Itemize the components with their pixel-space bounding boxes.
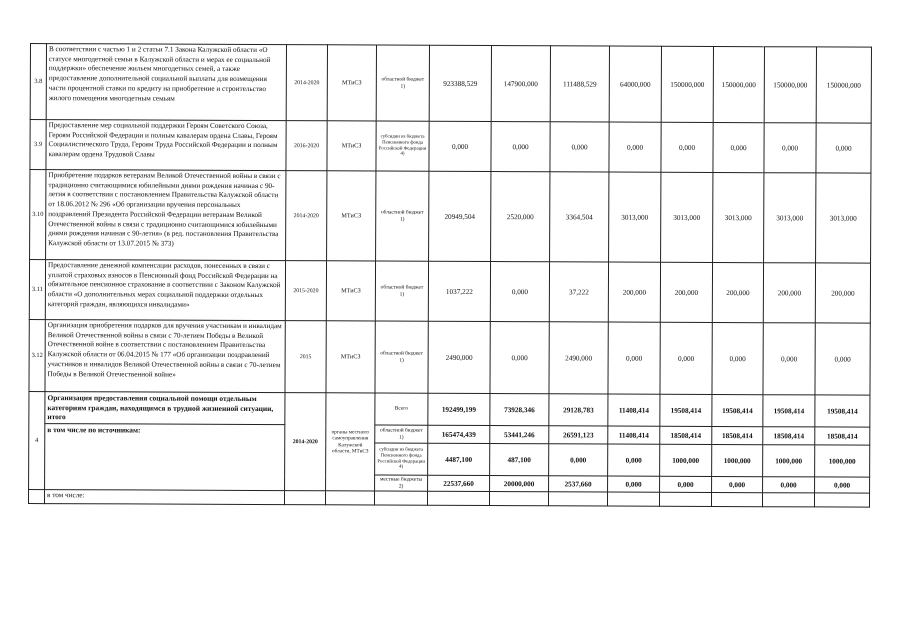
row-years: 2014-2020 [285,393,326,491]
value-2018: 3013,000 [713,172,764,262]
value-total: 20949,504 [429,171,491,261]
value-total: 0,000 [429,121,491,171]
row-description: Приобретение подарков ветеранам Великой Отечественной войны в связи с традиционно считающимися юбилейными днями рождения начиная с 90-летия в соответствии с постановлением Правительства Калужской области от 18.06.2012 № 296 «Об организации вручения персональных поздравлений Президента Российской Федерации ветеранам Великой Отечественной войны в связи с традиционно считающимися юбилейными днями рождения начиная с 90-летия» (в ред. постановления Правительства Калужской области от 13.07.2015 № 373) [46,170,286,261]
value-2017: 1000,000 [660,444,712,476]
value-total: 4487,100 [428,443,490,475]
row-description: Организация приобретения подарков для вручения участникам и инвалидам Великой Отечественной войны в связи с 70-летием Победы в Великой Отечественной войне в соответствии с постановлением Правительства Калужской области от 06.04.2015 № 177 «Об организации поздравлений участников и инвалидов Великой Отечественной войны в связи с 70-летием Победы в Великой Отечественной войне» [45,320,285,393]
value-2015: 29128,783 [549,394,608,426]
empty-cell [28,490,44,504]
row-executor: МТиСЗ [327,171,376,261]
value-total: 1037,222 [428,261,490,321]
document-page [28,43,872,508]
value-total: 192499,199 [428,393,490,425]
value-2019: 0,000 [763,477,815,493]
value-2020: 200,000 [815,263,870,323]
value-2014: 2520,000 [491,172,550,262]
value-2019: 0,000 [764,123,816,173]
table-row [30,170,871,264]
value-2014: 487,100 [490,444,549,476]
value-2016: 0,000 [608,322,660,394]
value-2018: 0,000 [713,122,764,172]
value-2014: 20000,000 [490,476,549,492]
value-2019: 18508,414 [763,427,815,445]
value-2016: 0,000 [609,122,661,172]
table-row [29,260,870,324]
value-2020: 19508,414 [815,395,870,427]
value-2015: 2490,000 [549,322,608,394]
empty-cell [762,493,814,507]
row-number: 4 [29,391,45,489]
section-4-total-row [29,391,870,427]
row-number: 3.11 [29,260,45,320]
value-2020: 3013,000 [816,173,871,263]
empty-cell [325,491,374,505]
value-2017: 150000,000 [661,46,713,122]
value-2015: 0,000 [550,122,609,172]
value-2019: 200,000 [763,263,815,323]
row-years: 2014-2020 [286,171,327,261]
row-years: 2016-2020 [286,121,327,171]
value-2017: 200,000 [660,262,712,322]
value-2018: 19508,414 [712,394,763,426]
value-2018: 200,000 [712,262,763,322]
empty-cell [427,492,489,506]
row-number: 3.12 [29,319,45,391]
value-2015: 3364,504 [550,172,609,262]
row-source: областной бюджет 1) [375,425,428,443]
value-2015: 0,000 [549,444,608,476]
value-2020: 1000,000 [815,445,870,477]
value-2015: 111488,529 [550,46,609,122]
section-4-regional-row [29,424,870,446]
row-executor: МТиСЗ [326,261,375,321]
row-executor: МТиСЗ [327,121,376,171]
value-2017: 3013,000 [661,172,713,262]
value-2018: 0,000 [712,477,763,493]
empty-cell [711,493,762,507]
row-number: 3.9 [30,120,46,170]
value-2016: 0,000 [608,476,660,492]
empty-cell [284,491,325,505]
empty-cell [489,492,548,506]
row-executor: МТиСЗ [327,45,376,121]
value-2016: 11408,414 [608,426,660,444]
table-row [30,120,871,174]
value-2020: 0,000 [815,477,870,493]
value-2016: 11408,414 [608,394,660,426]
value-2020: 150000,000 [816,47,871,123]
row-source: местные бюджеты 2) [375,475,428,491]
value-total: 923388,529 [429,45,491,121]
row-executor: МТиСЗ [326,321,375,393]
section-title: Организация предоставления социальной помощи отдельным категориям граждан, находящимся в трудной жизненной ситуации, итого [45,392,285,425]
row-number: 3.10 [30,170,46,260]
value-2018: 1000,000 [712,445,763,477]
value-2014: 0,000 [491,122,550,172]
row-source: субсидии из бюджета Пенсионного фонда Российской Федерации 4) [375,443,428,475]
row-source: областной бюджет 1) [376,171,429,261]
row-source: областной бюджет 1) [376,45,429,121]
value-2020: 0,000 [816,123,871,173]
value-2020: 0,000 [815,323,870,395]
value-2020: 18508,414 [815,427,870,445]
empty-cell [607,492,659,506]
value-2014: 53441,246 [490,426,549,444]
row-description: Предоставление мер социальной поддержки Героям Советского Союза, Героям Российской Федерации и полным кавалерам ордена Славы, Героям Социалистического Труда, Героям Труда Российской Федерации и полным кавалерам ордена Трудовой Славы [46,120,286,171]
row-source: субсидии из бюджета Пенсионного фонда Российской Федерации 4) [376,121,429,171]
row-description: В соответствии с частью 1 и 2 статьи 7.1 Закона Калужской области «О статусе многодетной семьи в Калужской области и мерах ее социальной поддержки» обеспечение жильем многодетных семей, а также предоставление дополнительной социальной выплаты для возмещения части процентной ставки по кредиту на приобретение и строительство жилого помещения многодетным семьям [46,44,286,121]
row-source: областной бюджет 1) [375,321,428,393]
row-source: областной бюджет 1) [375,261,428,321]
value-2016: 0,000 [608,444,660,476]
value-2017: 0,000 [661,122,713,172]
value-total: 165474,439 [428,425,490,443]
value-2014: 0,000 [490,262,549,322]
value-2017: 18508,414 [660,426,712,444]
value-2018: 18508,414 [712,427,763,445]
value-2019: 19508,414 [763,395,815,427]
footer-label: в том числе: [44,490,284,505]
value-2017: 0,000 [660,476,712,492]
value-2018: 150000,000 [713,46,764,122]
row-executor: органы местного самоуправления Калужской области, МТиСЗ [326,393,375,492]
row-years: 2014-2020 [286,45,327,121]
value-2017: 19508,414 [660,394,712,426]
empty-cell [814,493,869,507]
value-2014: 73928,346 [490,394,549,426]
table-row-footer [28,490,869,508]
value-2014: 0,000 [490,322,549,394]
value-2019: 1000,000 [763,445,815,477]
value-2015: 26591,123 [549,426,608,444]
value-2016: 64000,000 [609,46,661,122]
row-years: 2015-2020 [285,261,326,321]
table-row [29,319,870,395]
value-2014: 147900,000 [491,46,550,122]
value-total: 2490,000 [428,321,490,393]
program-table [28,43,872,508]
empty-cell [659,493,711,507]
empty-cell [548,492,607,506]
value-2015: 2537,660 [549,476,608,492]
value-2018: 0,000 [712,322,763,394]
value-2015: 37,222 [549,262,608,322]
value-2019: 150000,000 [764,47,816,123]
empty-cell [374,491,427,505]
row-source: Всего [375,393,428,425]
value-2017: 0,000 [660,322,712,394]
value-2016: 3013,000 [609,172,661,262]
value-2019: 3013,000 [764,173,816,263]
row-description: Предоставление денежной компенсации расходов, понесенных в связи с уплатой страховых взносов в Пенсионный фонд Российской Федерации на обязательное пенсионное страхование в соответствии с Законом Калужской области «О дополнительных мерах социальной поддержки отдельных категорий граждан, являющихся инвалидами» [45,260,285,321]
section-subtitle: в том числе по источникам: [45,424,285,491]
row-number: 3.8 [30,44,46,120]
value-total: 22537,660 [428,475,490,491]
row-years: 2015 [285,321,326,393]
value-2019: 0,000 [763,323,815,395]
table-row [30,44,871,124]
value-2016: 200,000 [608,262,660,322]
